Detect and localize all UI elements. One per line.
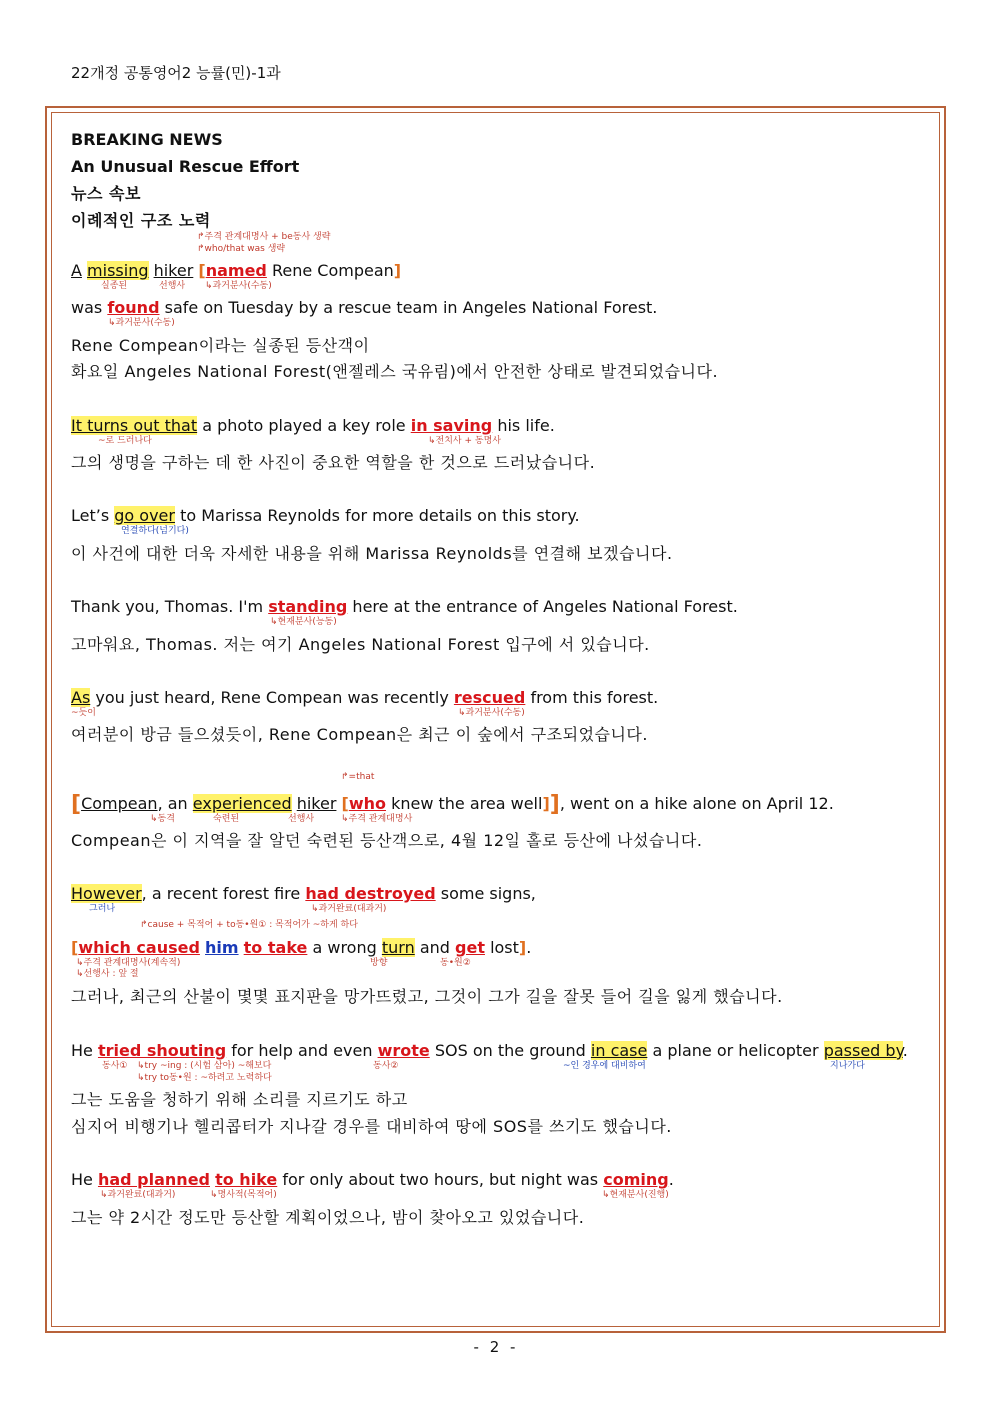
text: . bbox=[668, 1170, 674, 1189]
sentence-7-en bbox=[71, 884, 536, 904]
sentence-8-ko-2: 심지어 비행기나 헬리콥터가 지나갈 경우를 대비하여 땅에 SOS를 쓰기도 했습니다. bbox=[71, 1117, 672, 1136]
sentence-1-en bbox=[71, 261, 401, 281]
keyword-in-saving: in saving bbox=[410, 416, 493, 435]
annotation: ~로 드러나다 bbox=[98, 436, 152, 446]
text: , an bbox=[157, 794, 188, 813]
sentence-9-en bbox=[71, 1170, 674, 1190]
text: safe on Tuesday by a rescue team in Angeles National Forest. bbox=[164, 298, 658, 317]
text: He bbox=[71, 1041, 93, 1060]
annotation: ↳명사적(목적어) bbox=[210, 1190, 277, 1200]
text: Thank you, Thomas. I'm bbox=[71, 597, 264, 616]
sentence-1-ko-2: 화요일 Angeles National Forest(앤젤레스 국유림)에서 안전한 상태로 발견되었습니다. bbox=[71, 362, 719, 381]
highlight-in-case: in case bbox=[590, 1041, 648, 1060]
text: Let’s bbox=[71, 506, 110, 525]
annotation: ↳선행사 : 앞 절 bbox=[76, 969, 139, 979]
keyword-to-take: to take bbox=[243, 938, 308, 957]
annotation: 지나가다 bbox=[830, 1061, 865, 1071]
sentence-8-en bbox=[71, 1041, 908, 1061]
annotation: 동사① bbox=[102, 1061, 128, 1071]
annotation: ↳전치사 + 동명사 bbox=[428, 436, 501, 446]
annotation: 실종된 bbox=[101, 281, 128, 291]
annotation: ↳주격 관계대명사(계속적) bbox=[76, 958, 181, 968]
annotation: 선행사 bbox=[288, 814, 315, 824]
text: to Marissa Reynolds for more details on this story. bbox=[180, 506, 580, 525]
bracket-open: [ bbox=[71, 938, 79, 957]
annotation: ↳과거분사(수동) bbox=[205, 281, 272, 291]
text: . bbox=[526, 938, 532, 957]
title-rescue-effort: An Unusual Rescue Effort bbox=[71, 157, 300, 176]
bracket-close: ] bbox=[549, 792, 560, 817]
text: . bbox=[902, 1041, 908, 1060]
sentence-1-ko-1: Rene Compean이라는 실종된 등산객이 bbox=[71, 336, 370, 355]
text: knew the area well bbox=[391, 794, 543, 813]
keyword-tried-shouting: tried shouting bbox=[97, 1041, 227, 1060]
annotation: 숙련된 bbox=[213, 814, 240, 824]
highlight-turn: turn bbox=[381, 938, 415, 957]
annotation: ↳try to동•원 : ~하려고 노력하다 bbox=[137, 1073, 272, 1083]
keyword-named: named bbox=[205, 261, 267, 280]
text: his life. bbox=[497, 416, 555, 435]
highlight-as: As bbox=[71, 688, 91, 707]
annotation: ↱주격 관계대명사 + be동사 생략 bbox=[197, 232, 331, 242]
word: A bbox=[71, 261, 82, 280]
sentence-1-en-line2 bbox=[71, 298, 657, 318]
bracket-open: [ bbox=[71, 792, 82, 817]
text: SOS on the ground bbox=[434, 1041, 586, 1060]
keyword-found: found bbox=[107, 298, 160, 317]
annotation: ↳과거완료(대과거) bbox=[100, 1190, 176, 1200]
content-frame-inner bbox=[51, 112, 940, 1327]
keyword-him: him bbox=[205, 938, 239, 957]
annotation: ↳주격 관계대명사 bbox=[341, 814, 413, 824]
word-hiker: hiker bbox=[153, 261, 194, 280]
word-hiker: hiker bbox=[296, 794, 337, 813]
annotation: ↱who/that was 생략 bbox=[197, 244, 286, 254]
annotation: ↱=that bbox=[341, 772, 375, 782]
sentence-9-ko: 그는 약 2시간 정도만 등산할 계획이었으나, 밤이 찾아오고 있었습니다. bbox=[71, 1208, 585, 1227]
sentence-6-en bbox=[71, 792, 834, 817]
bracket-close: ] bbox=[518, 938, 527, 957]
sentence-2-en bbox=[71, 416, 555, 436]
title-breaking-news-ko: 뉴스 속보 bbox=[71, 184, 141, 203]
annotation: ~인 경우에 대비하여 bbox=[563, 1061, 646, 1071]
annotation: ↳try ~ing : (시험 삼아) ~해보다 bbox=[137, 1061, 272, 1071]
sentence-7-en-line2 bbox=[71, 938, 531, 958]
title-rescue-effort-ko: 이례적인 구조 노력 bbox=[71, 211, 211, 230]
page-number: - 2 - bbox=[473, 1338, 519, 1356]
annotation: ↳현재분사(능동) bbox=[270, 617, 337, 627]
sentence-3-ko: 이 사건에 대한 더욱 자세한 내용을 위해 Marissa Reynolds를 연결해 보겠습니다. bbox=[71, 544, 673, 563]
text: here at the entrance of Angeles National Forest. bbox=[352, 597, 738, 616]
keyword-get: get bbox=[455, 938, 485, 957]
annotation: 동•원② bbox=[440, 958, 471, 968]
text: , a recent forest fire bbox=[141, 884, 301, 903]
text: lost bbox=[490, 938, 519, 957]
annotation: ↳동격 bbox=[150, 814, 175, 824]
highlight-go-over: go over bbox=[114, 506, 175, 525]
sentence-8-ko-1: 그는 도움을 청하기 위해 소리를 지르기도 하고 bbox=[71, 1090, 408, 1109]
keyword-rescued: rescued bbox=[453, 688, 526, 707]
annotation: 방향 bbox=[370, 958, 388, 968]
annotation: 연결하다(넘기다) bbox=[121, 526, 189, 536]
annotation: ↳현재분사(진행) bbox=[602, 1190, 669, 1200]
highlight-experienced: experienced bbox=[192, 794, 292, 813]
text: and bbox=[419, 938, 450, 957]
document-header: 22개정 공통영어2 능률(민)-1과 bbox=[71, 64, 281, 82]
sentence-4-en bbox=[71, 597, 738, 617]
annotation: ↳과거분사(수동) bbox=[458, 708, 525, 718]
keyword-to-hike: to hike bbox=[215, 1170, 278, 1189]
text: He bbox=[71, 1170, 93, 1189]
sentence-5-en bbox=[71, 688, 658, 708]
annotation: ~듯이 bbox=[71, 708, 96, 718]
annotation: 그러나 bbox=[89, 904, 116, 914]
text: for help and even bbox=[231, 1041, 373, 1060]
text: was bbox=[71, 298, 103, 317]
title-breaking-news: BREAKING NEWS bbox=[71, 130, 223, 149]
keyword-coming: coming bbox=[603, 1170, 669, 1189]
sentence-3-en bbox=[71, 506, 580, 526]
highlight-it-turns-out-that: It turns out that bbox=[71, 416, 198, 435]
sentence-2-ko: 그의 생명을 구하는 데 한 사진이 중요한 역할을 한 것으로 드러났습니다. bbox=[71, 453, 596, 472]
highlight-missing: missing bbox=[87, 261, 149, 280]
highlight-however: However bbox=[71, 884, 142, 903]
text: Rene Compean bbox=[271, 261, 394, 280]
annotation: ↳과거완료(대과거) bbox=[311, 904, 387, 914]
sentence-4-ko: 고마워요, Thomas. 저는 여기 Angeles National Forest 입구에 서 있습니다. bbox=[71, 635, 650, 654]
bracket-open: [ bbox=[341, 794, 349, 813]
word-compean: Compean bbox=[81, 794, 158, 813]
bracket-close: ] bbox=[393, 261, 402, 280]
bracket-close: ] bbox=[542, 794, 550, 813]
highlight-passed-by: passed by bbox=[823, 1041, 903, 1060]
annotation: ↱cause + 목적어 + to동•원① : 목적어가 ~하게 하다 bbox=[140, 920, 358, 930]
sentence-7-ko: 그러나, 최근의 산불이 몇몇 표지판을 망가뜨렸고, 그것이 그가 길을 잘못 들어 길을 잃게 했습니다. bbox=[71, 987, 783, 1006]
keyword-wrote: wrote bbox=[377, 1041, 430, 1060]
annotation: 선행사 bbox=[159, 281, 186, 291]
annotation: ↳과거분사(수동) bbox=[108, 318, 175, 328]
text: for only about two hours, but night was bbox=[282, 1170, 599, 1189]
sentence-5-ko: 여러분이 방금 들으셨듯이, Rene Compean은 최근 이 숲에서 구조되었습니다. bbox=[71, 725, 648, 744]
text: , went on a hike alone on April 12. bbox=[559, 794, 834, 813]
keyword-had-destroyed: had destroyed bbox=[305, 884, 436, 903]
text: a wrong bbox=[312, 938, 377, 957]
keyword-had-planned: had planned bbox=[97, 1170, 210, 1189]
text: a photo played a key role bbox=[202, 416, 406, 435]
keyword-standing: standing bbox=[268, 597, 348, 616]
sentence-6-ko: Compean은 이 지역을 잘 알던 숙련된 등산객으로, 4월 12일 홀로 등산에 나섰습니다. bbox=[71, 831, 703, 850]
keyword-which-caused: which caused bbox=[78, 938, 200, 957]
text: from this forest. bbox=[530, 688, 659, 707]
bracket-open: [ bbox=[198, 261, 206, 280]
keyword-who: who bbox=[348, 794, 386, 813]
annotation: 동사② bbox=[373, 1061, 399, 1071]
text: you just heard, Rene Compean was recently bbox=[95, 688, 449, 707]
text: some signs, bbox=[440, 884, 536, 903]
text: a plane or helicopter bbox=[652, 1041, 819, 1060]
